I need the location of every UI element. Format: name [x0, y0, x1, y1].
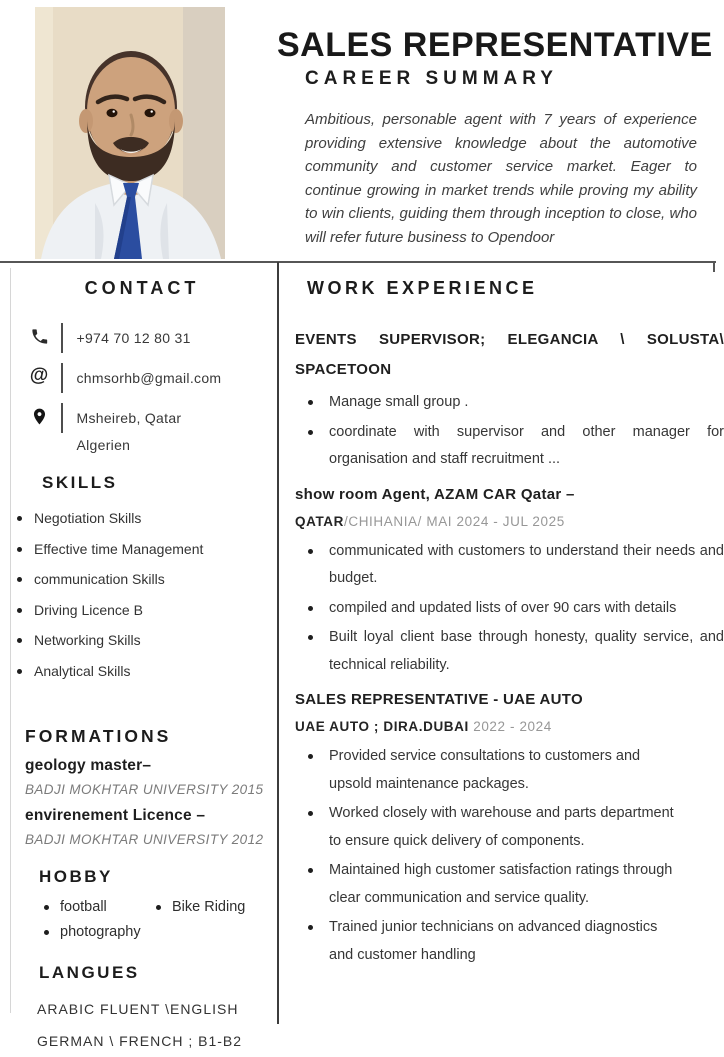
job-dates: 2022 - 2024 — [468, 719, 552, 734]
job-bullet: Trained junior technicians on advanced diagnostics and customer handling — [295, 914, 681, 969]
langues-heading: LANGUES — [39, 963, 140, 982]
hobby-columns — [40, 895, 272, 945]
hobby-item: photography — [40, 920, 152, 945]
contact-heading: CONTACT — [84, 278, 200, 298]
job-bullet: communicated with customers to understand their needs and budget. — [295, 538, 724, 593]
location-line1: Msheireb, Qatar — [76, 410, 182, 426]
work-experience-section — [295, 278, 724, 975]
contact-separator — [61, 323, 63, 353]
job-title: show room Agent, AZAM CAR Qatar – — [295, 485, 575, 503]
job-bullets — [295, 538, 724, 680]
hobby-item: Bike Riding — [152, 895, 245, 920]
formation-entry — [25, 807, 272, 847]
hobby-column-1 — [40, 895, 152, 945]
portrait-illustration — [35, 7, 225, 259]
column-divider — [277, 262, 279, 1024]
skills-list — [12, 503, 272, 686]
formations-heading: FORMATIONS — [25, 726, 172, 746]
formation-title: geology master– — [25, 757, 152, 774]
skill-item: Networking Skills — [12, 625, 272, 656]
at-icon: @ — [29, 365, 49, 386]
job-bullets — [295, 389, 724, 474]
job-bullet: compiled and updated lists of over 90 cars with details — [295, 595, 724, 623]
job-bullet: Worked closely with warehouse and parts department to ensure quick delivery of components. — [295, 800, 681, 855]
sidebar — [12, 278, 272, 1057]
job-meta — [295, 510, 724, 534]
contact-location-row — [12, 405, 272, 459]
horizontal-divider-tick — [713, 261, 715, 272]
job-company: QATAR — [295, 513, 344, 529]
formation-detail: BADJI MOKHTAR UNIVERSITY 2012 — [25, 832, 264, 847]
job-entry — [295, 325, 724, 474]
contact-separator — [61, 403, 63, 433]
work-experience-heading: WORK EXPERIENCE — [307, 278, 538, 298]
job-title: SALES REPRESENTATIVE - UAE AUTO — [295, 691, 583, 708]
job-entry — [295, 480, 724, 680]
email-address: chmsorhb@gmail.com — [76, 370, 222, 386]
skill-item: Effective time Management — [12, 534, 272, 565]
contact-email-row — [12, 365, 272, 393]
language-line: ARABIC FLUENT \ENGLISH — [37, 1001, 239, 1017]
phone-icon — [28, 325, 50, 347]
hobby-column-2 — [152, 895, 245, 945]
job-bullets — [295, 743, 724, 969]
profile-photo — [35, 7, 225, 259]
formation-detail: BADJI MOKHTAR UNIVERSITY 2015 — [25, 782, 264, 797]
job-bullet: Provided service consultations to customers and upsold maintenance packages. — [295, 743, 681, 798]
job-dates: /CHIHANIA/ MAI 2024 - JUL 2025 — [344, 513, 565, 529]
job-title: EVENTS SUPERVISOR; ELEGANCIA \ SOLUSTA\ SPACETOON — [295, 331, 724, 378]
skill-item: Driving Licence B — [12, 595, 272, 626]
langues-list — [12, 993, 272, 1057]
job-bullet: Maintained high customer satisfaction ratings through clear communication and service quality. — [295, 857, 681, 912]
location-text — [77, 405, 182, 459]
contact-separator — [61, 363, 63, 393]
career-summary-heading: CAREER SUMMARY — [305, 68, 558, 89]
phone-number: +974 70 12 80 31 — [76, 330, 191, 346]
job-company: UAE AUTO ; DIRA.DUBAI — [295, 719, 469, 734]
formation-title: envirenement Licence – — [25, 807, 206, 824]
job-bullet: Manage small group . — [295, 389, 724, 417]
skill-item: communication Skills — [12, 564, 272, 595]
career-summary-text: Ambitious, personable agent with 7 years of experience providing extensive knowledge about the automotive community and customer service market. Eager to continue growing in market trends while proving my ability to win clients, guiding them through inception to close, who will refer future business to Opendoor — [305, 111, 697, 246]
skills-heading: SKILLS — [42, 473, 118, 492]
job-bullet: Built loyal client base through honesty, quality service, and technical reliability. — [295, 624, 724, 679]
contact-phone-row — [12, 325, 272, 353]
jobs-list — [295, 325, 724, 969]
job-entry — [295, 685, 724, 969]
page-left-edge-line — [10, 268, 11, 1013]
skill-item: Analytical Skills — [12, 656, 272, 687]
horizontal-divider — [0, 261, 716, 263]
page-title: SALES REPRESENTATIVE — [277, 26, 713, 64]
location-pin-icon — [28, 405, 50, 427]
location-line2: Algerien — [76, 437, 131, 453]
formation-entry — [25, 757, 272, 797]
job-bullet: coordinate with supervisor and other manager for organisation and staff recruitment ... — [295, 419, 724, 474]
hobby-item: football — [40, 895, 152, 920]
language-line: GERMAN \ FRENCH ; B1-B2 — [37, 1033, 243, 1049]
hobby-heading: HOBBY — [39, 867, 113, 886]
formations-list — [12, 757, 272, 847]
job-meta — [295, 715, 724, 739]
skill-item: Negotiation Skills — [12, 503, 272, 534]
